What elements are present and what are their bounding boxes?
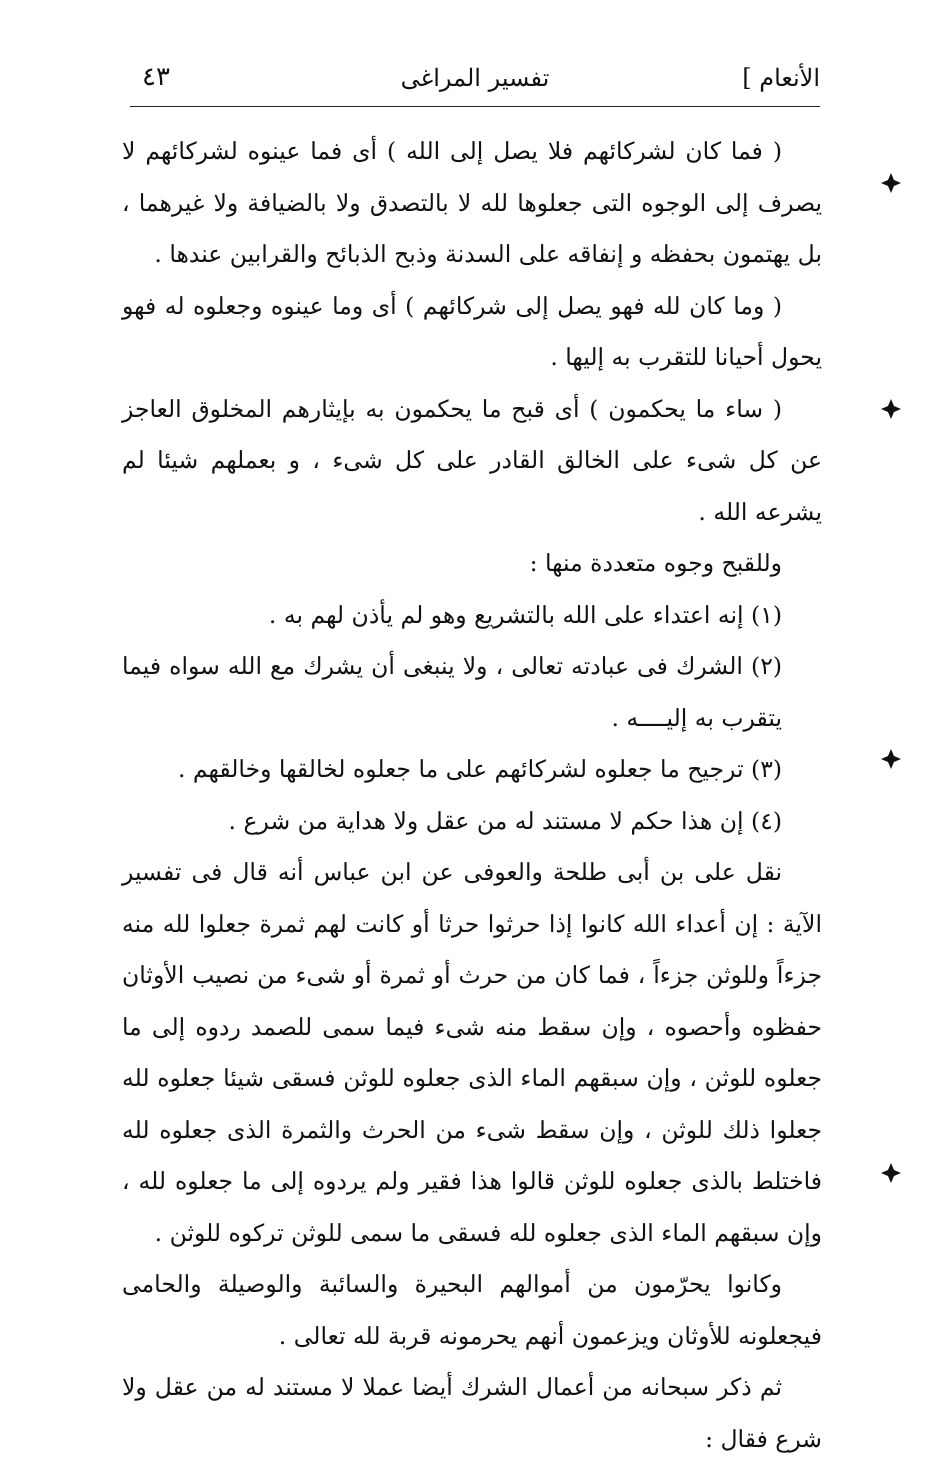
paragraph: وكانوا يحرّمون من أموالهم البحيرة والسائبة والوصيلة والحامى فيجعلونه للأوثان ويزعمون أنهم يحرمونه قربة لله تعالى . [122, 1270, 822, 1350]
margin-ornament-icon [880, 172, 902, 194]
main-text [122, 126, 822, 1465]
paragraph: وللقبح وجوه متعددة منها : [529, 549, 782, 577]
header-book-title: تفسير المراغى [400, 64, 550, 92]
list-item: (٤) إن هذا حكم لا مستند له من عقل ولا هداية من شرع . [228, 806, 782, 835]
margin-ornament-icon [880, 1162, 902, 1184]
paragraph: ( وما كان لله فهو يصل إلى شركائهم ) أى وما عينوه وجعلوه له فهو يحول أحيانا للتقرب به إليها . [122, 291, 822, 371]
paragraph: ( فما كان لشركائهم فلا يصل إلى الله ) أى فما عينوه لشركائهم لا يصرف إلى الوجوه التى جعلوها لله لا بالتصدق ولا بالضيافة ولا غيرهما ، بل يهتمون بحفظه و إنفاقه على السدنة وذبح الذبائح والقرابين عندها . [122, 137, 822, 268]
header-rule [130, 106, 820, 107]
header-section-name: الأنعام ] [742, 64, 820, 92]
running-header [130, 60, 820, 106]
list-item: (١) إنه اعتداء على الله بالتشريع وهو لم يأذن لهم به . [268, 600, 782, 629]
margin-ornament-icon [880, 748, 902, 770]
list-item: (٢) الشرك فى عبادته تعالى ، ولا ينبغى أن يشرك مع الله سواه فيما يتقرب به إليــــه . [122, 652, 782, 732]
paragraph: ( ساء ما يحكمون ) أى قبح ما يحكمون به بإيثارهم المخلوق العاجز عن كل شىء على الخالق القادر على كل شىء ، و بعملهم شيئا لم يشرعه الله . [122, 394, 822, 526]
list-item: (٣) ترجيح ما جعلوه لشركائهم على ما جعلوه لخالقها وخالقهم . [177, 755, 782, 783]
header-page-number: ٤٣ [142, 62, 170, 92]
margin-ornament-icon [880, 398, 902, 420]
paragraph: ثم ذكر سبحانه من أعمال الشرك أيضا عملا لا مستند له من عقل ولا شرع فقال : [122, 1373, 822, 1453]
paragraph: نقل على بن أبى طلحة والعوفى عن ابن عباس أنه قال فى تفسير الآية : إن أعداء الله كانوا إذا حرثوا حرثا أو كانت لهم ثمرة جعلوا لله منه جزءاً وللوثن جزءاً ، فما كان من حرث أو ثمرة أو شىء من نصيب الأوثان حفظوه وأحصوه ، وإن سقط منه شىء فيما سمى للصمد ردوه إلى ما جعلوه للوثن ، وإن سبقهم الماء الذى جعلوه للوثن فسقى شيئا جعلوه لله جعلوا ذلك للوثن ، وإن سقط شىء من الحرث والثمرة الذى جعلوه لله فاختلط بالذى جعلوه للوثن قالوا هذا فقير ولم يردوه إلى ما جعلوه لله ، وإن سبقهم الماء الذى جعلوه لله فسقى ما سمى للوثن تركوه للوثن . [122, 858, 822, 1247]
